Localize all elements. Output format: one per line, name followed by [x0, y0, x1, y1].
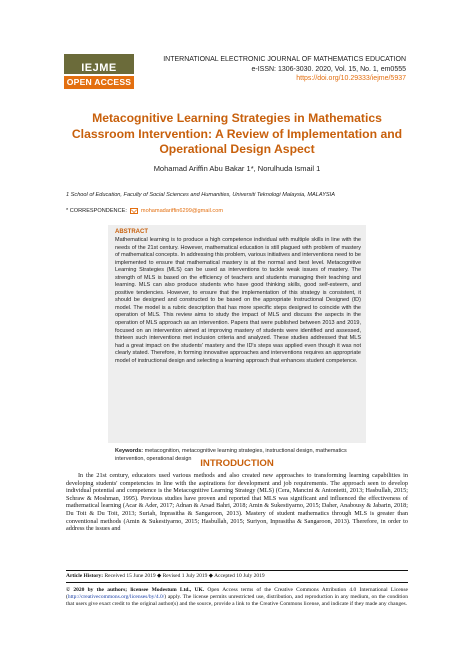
license-lead: © 2020 by the authors; licensee Modestum Ltd., UK.	[66, 587, 205, 593]
journal-issn: e-ISSN: 1306-3030. 2020, Vol. 15, No. 1, em0555	[251, 65, 406, 73]
article-history	[66, 573, 265, 579]
keywords-text: metacognition, metacognitive learning strategies, instructional design, mathematics intervention, operational design	[115, 448, 347, 462]
history-text: Received 15 June 2019 ◆ Revised 1 July 2019 ◆ Accepted 10 July 2019	[104, 573, 265, 579]
license-post: ) apply. The license permits unrestricted use, distribution, and reproduction in any medium, on the condition that users give exact credit to the original author(s) and the source, provide a link to the Creative Commons license, and indicate if they made any changes.	[66, 593, 408, 607]
license-notice	[66, 587, 408, 608]
open-access-label: OPEN ACCESS	[66, 77, 132, 87]
history-label: Article History:	[66, 573, 104, 579]
paper-title: Metacognitive Learning Strategies in Mathematics Classroom Intervention: A Review of Implementation and Operational Design Aspect	[71, 111, 403, 156]
journal-name: INTERNATIONAL ELECTRONIC JOURNAL OF MATHEMATICS EDUCATION	[163, 56, 406, 63]
doi-link[interactable]: https://doi.org/10.29333/iejme/5937	[296, 75, 406, 82]
introduction-text: In the 21st century, educators used various methods and also created new approaches to transforming learning capabilities in developing students' competencies in line with the aspirations for development and job requirements. The approach seen to develop individual potential and competence is the Metacognitive Learning Strategy (MLS) (Cera, Mancini & Antonietti, 2013; Hasbullah, 2015; Schraw & Moshman, 1995). Previous studies have proven and reported that MLS was significant and influenced the effectiveness of mathematical learning (Acar & Ader, 2017; Adnan & Arsad Bahri, 2018; Amin & Sukestiyarno, 2015; Daher, Anabousy & Jabarin, 2018; Du Toit & Du Toit, 2013; Suriah, Inprasitha & Sangaroon, 2013). Mastery of student mathematics through MLS is greater than conventional methods (Amin & Sukestiyarno, 2015; Hasbullah, 2015; Suriyon, Inprasitha & Sangaroon, 2013). Therefore, in order to address the issues and	[66, 472, 408, 533]
author-list: Mohamad Ariffin Abu Bakar 1*, Norulhuda Ismail 1	[153, 164, 321, 173]
divider-bottom	[66, 582, 408, 583]
introduction-heading: INTRODUCTION	[200, 458, 274, 469]
keywords-label: Keywords:	[115, 448, 144, 454]
abstract-heading: ABSTRACT	[115, 229, 148, 235]
correspondence	[66, 208, 223, 214]
mail-icon	[130, 208, 138, 214]
correspondence-label: * CORRESPONDENCE:	[66, 208, 127, 214]
abstract-text: Mathematical learning is to produce a high competence individual with multiple skills in line with the needs of the 21st century. However, mathematical education is still plagued with problem of mastery of mathematical concepts. In addressing this problem, various initiatives and interventions need to be implemented to ensure that mathematical mastery is at the normal and best level. Metacognitive Learning Strategies (MLS) can be used as interventions to tackle weak issues of mastery. The strength of MLS is based on the efficiency of teachers and students managing their teaching and learning. MLS can also produce students who have good thinking skills, good self-esteem, and positive tendencies. However, to ensure that the implementation of this strategy is consistent, it should be designed and constructed to be based on the appropriate Instructional Designed (ID) model. The model is a rubric description that has more specific steps designed to coincide with the operation of MLS. This review aims to study the impact of MLS and discuss the aspects in the operation of MLS approach as an intervention. Papers that were published between 2013 and 2019, focused on an intervention aimed at improving mastery of students were identified and assessed, thirteen such interventions met inclusion criteria and analyzed. These studies addressed that MLS had a great impact on the students' mastery and the ID's steps was applied even though it was not clearly stated. Therefore, in forming innovative approaches and interventions requires an appropriate model of instructional design and selecting a learning approach that enhances student competence.	[115, 237, 361, 364]
journal-info	[163, 55, 406, 84]
journal-logo-text: IEJME	[81, 62, 117, 74]
affiliation: 1 School of Education, Faculty of Social Sciences and Humanities, Universiti Teknologi Malaysia, MALAYSIA	[66, 192, 335, 198]
license-pre: Open Access terms of the Creative Commons Attribution 4.0 International License (	[66, 587, 408, 600]
divider-top	[66, 570, 408, 571]
license-link[interactable]: http://creativecommons.org/licenses/by/4.0/	[67, 593, 165, 600]
correspondence-email[interactable]: mohamadariffin6299@gmail.com	[140, 208, 223, 214]
